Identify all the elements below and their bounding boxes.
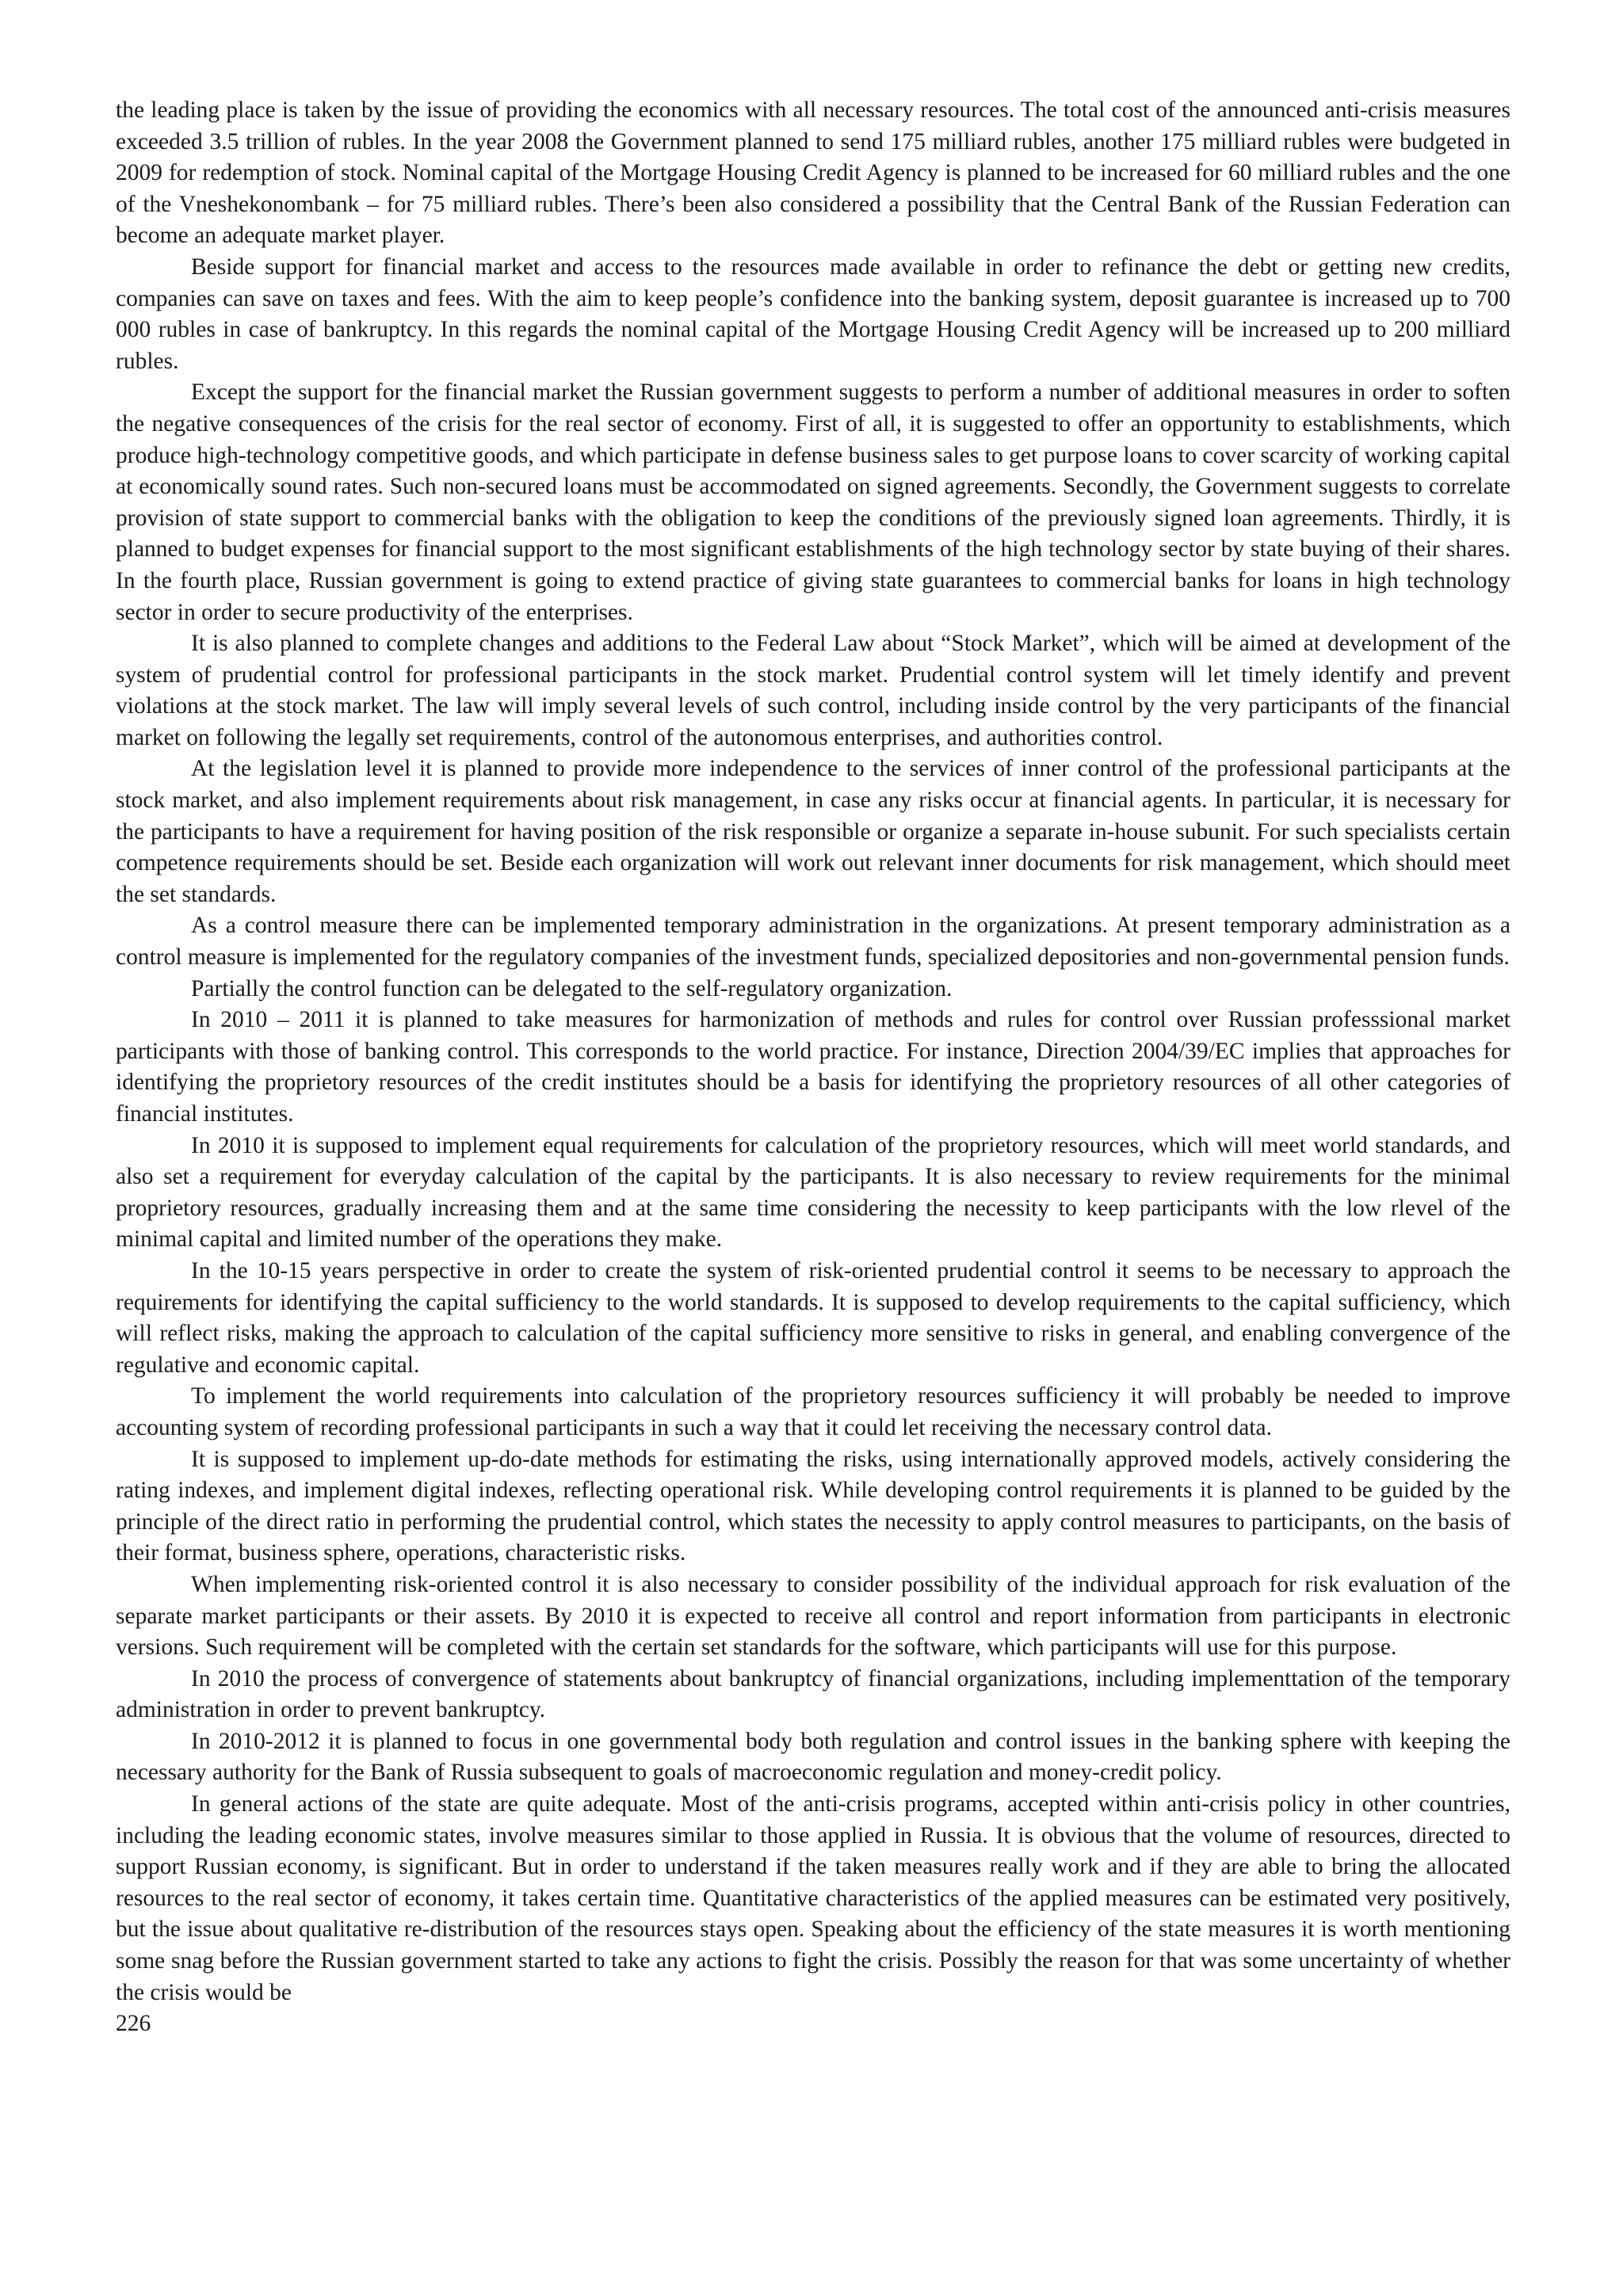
- paragraph-11: To implement the world requirements into calculation of the proprietory resources sufficiency it will probably be needed to improve accounting system of recording professional participants in such a way that it could let receiving the necessary control data.: [116, 1383, 1510, 1440]
- paragraph-1: the leading place is taken by the issue of providing the economics with all necessary resources. The total cost of the announced anti-crisis measures exceeded 3.5 trillion of rubles. In the year 2008 the Government planned to send 175 milliard rubles, another 175 milliard rubles were budgeted in 2009 for redemption of stock. Nominal capital of the Mortgage Housing Credit Agency is planned to be increased for 60 milliard rubles and the one of the Vneshekonombank – for 75 milliard rubles. There’s been also considered a possibility that the Central Bank of the Russian Federation can become an adequate market player.: [116, 97, 1510, 249]
- paragraph-8: In 2010 – 2011 it is planned to take measures for harmonization of methods and rules for control over Russian professsional market participants with those of banking control. This corresponds to the world practice. For instance, Direction 2004/39/EC implies that approaches for identifying the proprietory resources of the credit institutes should be a basis for identifying the proprietory resources of all other categories of financial institutes.: [116, 1007, 1510, 1127]
- paragraph-5: At the legislation level it is planned to provide more independence to the services of inner control of the professional participants at the stock market, and also implement requirements about risk management, in case any risks occur at financial agents. In particular, it is necessary for the participants to have a requirement for having position of the risk responsible or organize a separate in-house subunit. For such specialists certain competence requirements should be set. Beside each organization will work out relevant inner documents for risk management, which should meet the set standards.: [116, 756, 1510, 907]
- paragraph-4: It is also planned to complete changes and additions to the Federal Law about “Stock Market”, which will be aimed at development of the system of prudential control for professional participants in the stock market. Prudential control system will let timely identify and prevent violations at the stock market. The law will imply several levels of such control, including inside control by the very participants of the financial market on following the legally set requirements, control of the autonomous enterprises, and authorities control.: [116, 631, 1510, 750]
- paragraph-16: In general actions of the state are quite adequate. Most of the anti-crisis programs, accepted within anti-crisis policy in other countries, including the leading economic states, involve measures similar to those applied in Russia. It is obvious that the volume of resources, directed to support Russian economy, is significant. But in order to understand if the taken measures really work and if they are able to bring the allocated resources to the real sector of economy, it takes certain time. Quantitative characteristics of the applied measures can be estimated very positively, but the issue about qualitative re-distribution of the resources stays open. Speaking about the efficiency of the state measures it is worth mentioning some snag before the Russian government started to take any actions to fight the crisis. Possibly the reason for that was some uncertainty of whether the crisis would be: [116, 1791, 1510, 2005]
- paragraph-9: In 2010 it is supposed to implement equal requirements for calculation of the proprietory resources, which will meet world standards, and also set a requirement for everyday calculation of the capital by the participants. It is also necessary to review requirements for the minimal proprietory resources, gradually increasing them and at the same time considering the necessity to keep participants with the low rlevel of the minimal capital and limited number of the operations they make.: [116, 1132, 1510, 1253]
- paragraph-15: In 2010-2012 it is planned to focus in one governmental body both regulation and control issues in the banking sphere with keeping the necessary authority for the Bank of Russia subsequent to goals of macroeconomic regulation and money-credit policy.: [116, 1728, 1510, 1786]
- paragraph-3: Except the support for the financial market the Russian government suggests to perform a number of additional measures in order to soften the negative consequences of the crisis for the real sector of economy. First of all, it is suggested to offer an opportunity to establishments, which produce high-technology competitive goods, and which participate in defense business sales to get purpose loans to cover scarcity of working capital at economically sound rates. Such non-secured loans must be accommodated on signed agreements. Secondly, the Government suggests to correlate provision of state support to commercial banks with the obligation to keep the conditions of the previously signed loan agreements. Thirdly, it is planned to budget expenses for financial support to the most significant establishments of the high technology sector by state buying of their shares. In the fourth place, Russian government is going to extend practice of giving state guarantees to commercial banks for loans in high technology sector in order to secure productivity of the enterprises.: [116, 379, 1510, 625]
- paragraph-7: Partially the control function can be delegated to the self-regulatory organization.: [191, 975, 953, 1001]
- paragraph-14: In 2010 the process of convergence of statements about bankruptcy of financial organizations, including implementtation of the temporary administration in order to prevent bankruptcy.: [116, 1665, 1510, 1723]
- paragraph-13: When implementing risk-oriented control it is also necessary to consider possibility of the individual approach for risk evaluation of the separate market participants or their assets. By 2010 it is expected to receive all control and report information from participants in electronic versions. Such requirement will be completed with the certain set standards for the software, which participants will use for this purpose.: [116, 1571, 1510, 1661]
- page-number: 226: [116, 2011, 151, 2037]
- paragraph-2: Beside support for financial market and access to the resources made available in order to refinance the debt or getting new credits, companies can save on taxes and fees. With the aim to keep people’s confidence into the banking system, deposit guarantee is increased up to 700 000 rubles in case of bankruptcy. In this regards the nominal capital of the Mortgage Housing Credit Agency will be increased up to 200 milliard rubles.: [116, 254, 1510, 374]
- paragraph-12: It is supposed to implement up-do-date methods for estimating the risks, using internationally approved models, actively considering the rating indexes, and implement digital indexes, reflecting operational risk. While developing control requirements it is planned to be guided by the principle of the direct ratio in performing the prudential control, which states the necessity to apply control measures to participants, on the basis of their format, business sphere, operations, characteristic risks.: [116, 1446, 1510, 1566]
- paragraph-6: As a control measure there can be implemented temporary administration in the organizations. At present temporary administration as a control measure is implemented for the regulatory companies of the investment funds, specialized depositories and non-governmental pension funds.: [116, 913, 1510, 971]
- document-page: [116, 95, 1510, 2040]
- paragraph-10: In the 10-15 years perspective in order to create the system of risk-oriented prudential control it seems to be necessary to approach the requirements for identifying the capital sufficiency to the world standards. It is supposed to develop requirements to the capital sufficiency, which will reflect risks, making the approach to calculation of the capital sufficiency more sensitive to risks in general, and enabling convergence of the regulative and economic capital.: [116, 1257, 1510, 1378]
